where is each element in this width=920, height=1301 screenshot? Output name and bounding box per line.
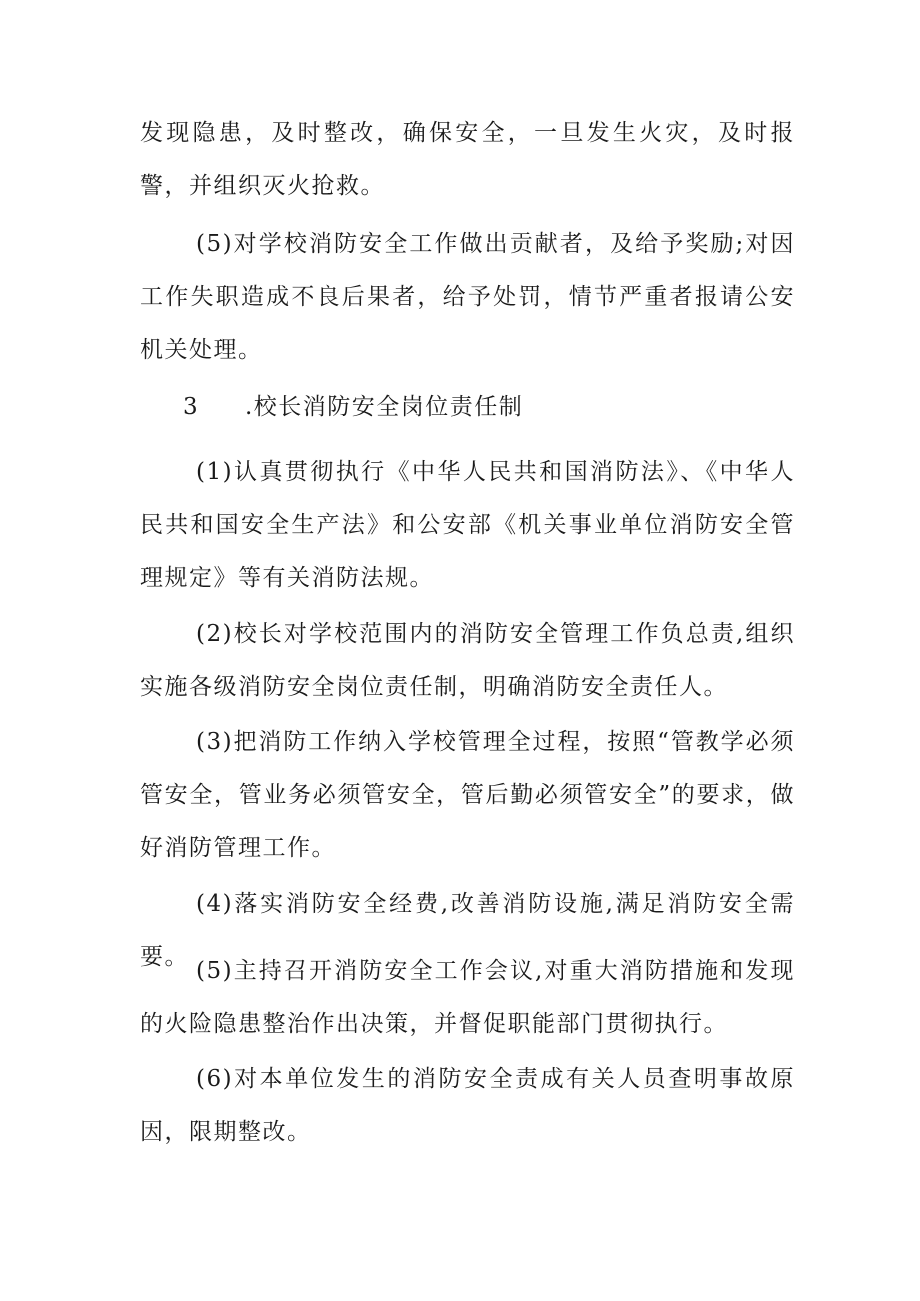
paragraph-item-1: (1)认真贯彻执行《中华人民共和国消防法》、《中华人民共和国安全生产法》和公安部《机关事业单位消防安全管理规定》等有关消防法规。 (140, 459, 795, 591)
paragraph-fire-response: 发现隐患，及时整改，确保安全，一旦发生火灾，及时报警，并组织灭火抢救。 (140, 120, 795, 199)
section-title: .校长消防安全岗位责任制 (245, 394, 524, 420)
section-number: 3 (183, 394, 200, 420)
paragraph-item-3: (3)把消防工作纳入学校管理全过程，按照“管教学必须管安全，管业务必须管安全，管后勤必须管安全”的要求，做好消防管理工作。 (140, 729, 795, 861)
paragraph-item-6: (6)对本单位发生的消防安全责成有关人员查明事故原因，限期整改。 (140, 1066, 795, 1145)
paragraph-rewards-penalties: (5)对学校消防安全工作做出贡献者，及给予奖励;对因工作失职造成不良后果者，给予处罚，情节严重者报请公安机关处理。 (140, 231, 795, 363)
paragraph-item-5: (5)主持召开消防安全工作会议,对重大消防措施和发现的火险隐患整治作出决策，并督促职能部门贯彻执行。 (140, 958, 795, 1037)
paragraph-item-4: (4)落实消防安全经费,改善消防设施,满足消防安全需要。 (140, 891, 795, 970)
section-heading (183, 381, 523, 434)
paragraph-item-2: (2)校长对学校范围内的消防安全管理工作负总责,组织实施各级消防安全岗位责任制，明确消防安全责任人。 (140, 621, 795, 700)
